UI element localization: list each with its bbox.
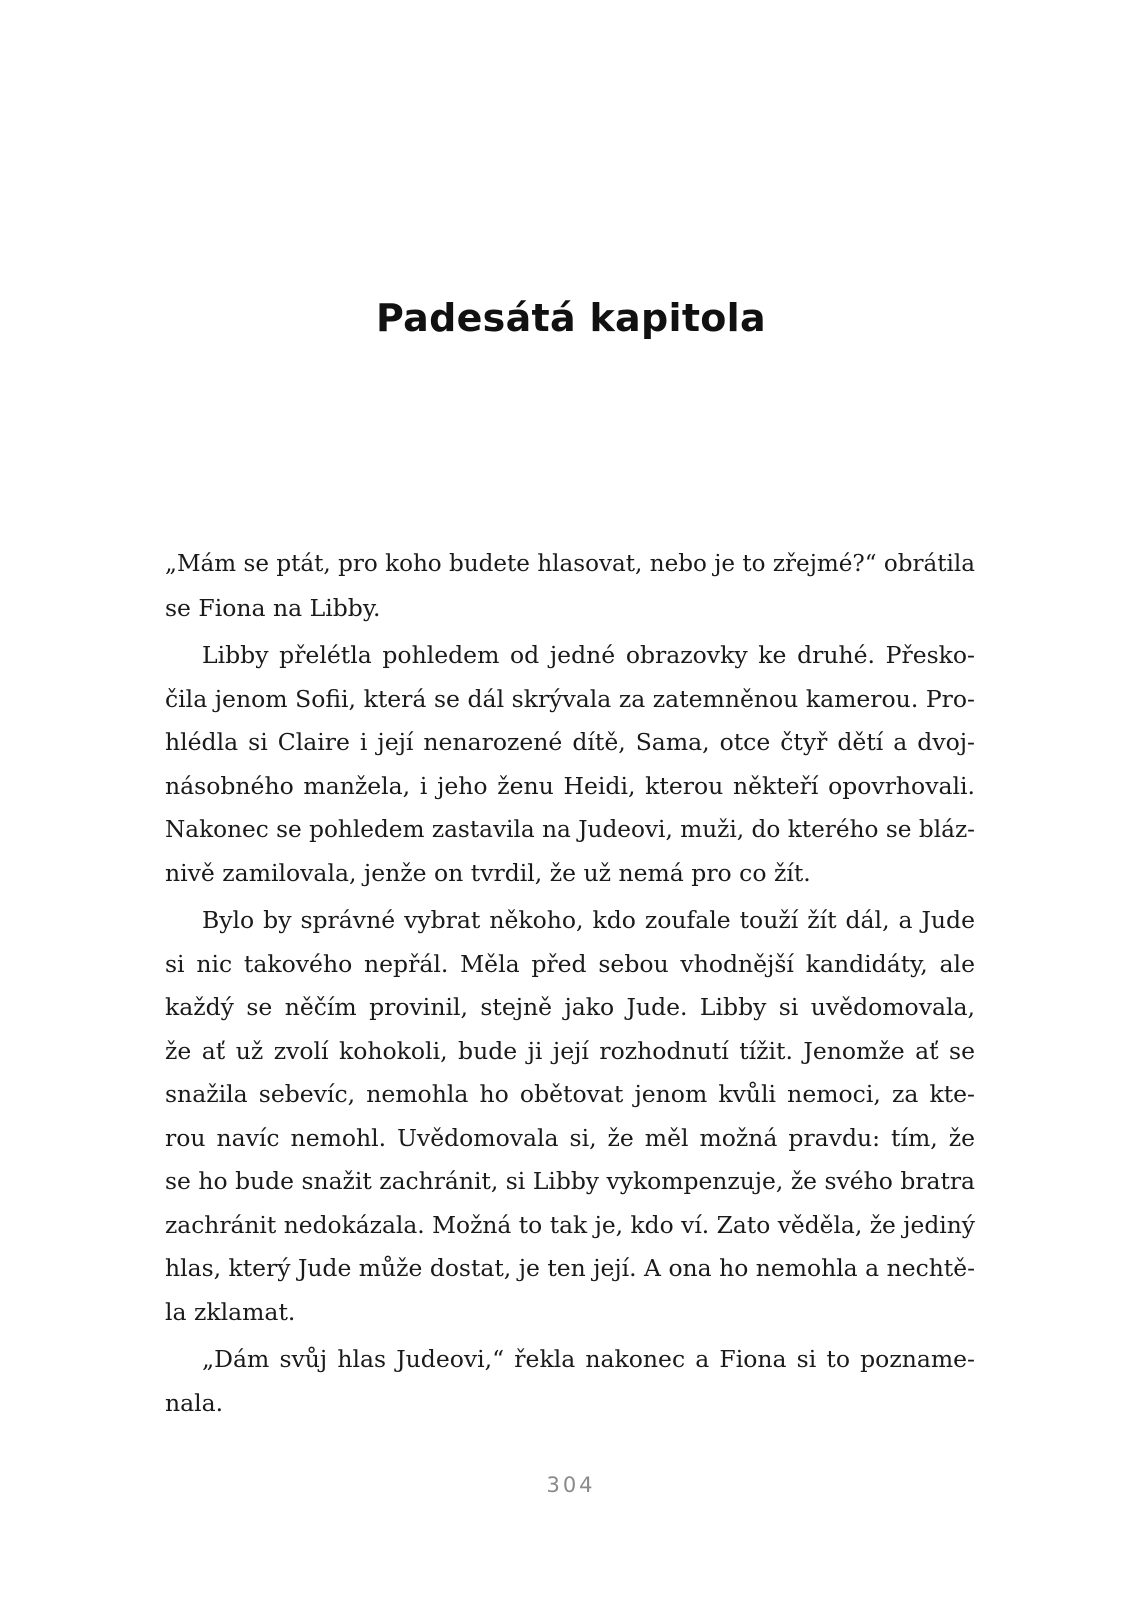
text-line: hlédla si Claire i její nenarozené dítě, Sama, otce čtyř dětí a dvoj- <box>165 728 975 756</box>
text-line: každý se něčím provinil, stejně jako Jude. Libby si uvědomovala, <box>165 993 975 1021</box>
text-line: hlas, který Jude může dostat, je ten její. A ona ho nemohla a nechtě- <box>165 1254 975 1282</box>
text-line: rou navíc nemohl. Uvědomovala si, že měl možná pravdu: tím, že <box>165 1123 975 1152</box>
text-line: čila jenom Sofii, která se dál skrývala za zatemněnou kamerou. Pro- <box>165 684 975 713</box>
text-line: si nic takového nepřál. Měla před sebou vhodnější kandidáty, ale <box>165 949 975 978</box>
text-line: zachránit nedokázala. Možná to tak je, kdo ví. Zato věděla, že jediný <box>165 1210 975 1239</box>
text-line: Bylo by správné vybrat někoho, kdo zoufale touží žít dál, a Jude <box>202 906 975 934</box>
paragraph <box>165 543 975 630</box>
text-line: Nakonec se pohledem zastavila na Judeovi, muži, do kterého se bláz- <box>165 816 975 843</box>
text-line: la zklamat. <box>165 1297 296 1326</box>
text-line: „Mám se ptát, pro koho budete hlasovat, nebo je to zřejmé?“ obrátila <box>165 551 975 577</box>
text-line: násobného manžela, i jeho ženu Heidi, kterou někteří opovrhovali. <box>165 771 975 800</box>
page-number: 304 <box>546 1473 596 1497</box>
text-line: se ho bude snažit zachránit, si Libby vykompenzuje, že svého bratra <box>165 1167 975 1195</box>
text-line: se Fiona na Libby. <box>165 593 381 622</box>
text-line: snažila sebevíc, nemohla ho obětovat jenom kvůli nemoci, za kte- <box>165 1080 975 1108</box>
body-text <box>165 543 975 1425</box>
text-line: nivě zamilovala, jenže on tvrdil, že už nemá pro co žít. <box>165 858 811 887</box>
text-line: Libby přelétla pohledem od jedné obrazovky ke druhé. Přesko- <box>202 641 975 669</box>
paragraph <box>165 634 975 895</box>
text-line: „Dám svůj hlas Judeovi,“ řekla nakonec a Fiona si to poznamе- <box>202 1345 975 1373</box>
text-line: nala. <box>165 1388 224 1417</box>
text-line: že ať už zvolí kohokoli, bude ji její rozhodnutí tížit. Jenomže ať se <box>165 1036 975 1065</box>
paragraph <box>165 899 975 1334</box>
chapter-title: Padesátá kapitola <box>376 296 766 340</box>
paragraph <box>165 1338 975 1425</box>
